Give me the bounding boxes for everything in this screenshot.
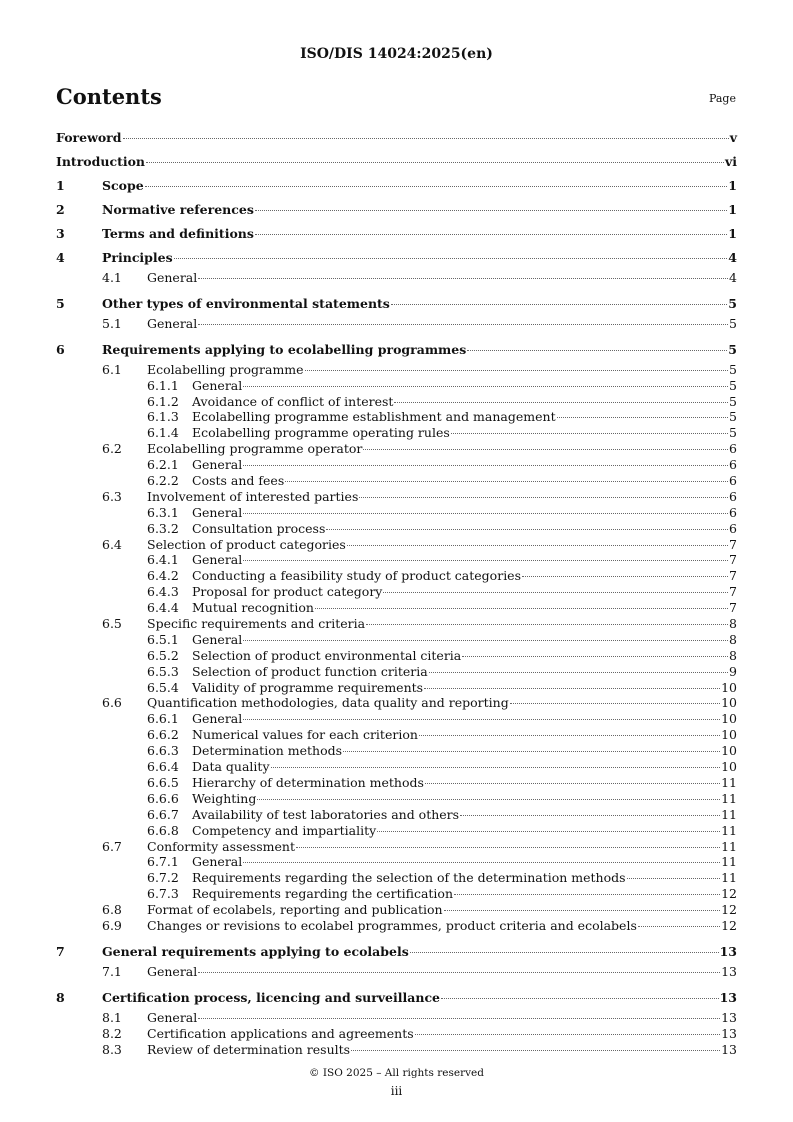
toc-entry-title: Requirements regarding the selection of the determination methods bbox=[192, 870, 626, 886]
toc-entry[interactable] bbox=[56, 616, 737, 632]
toc-entry-number: 6.3.1 bbox=[147, 504, 179, 520]
toc-entry-title: Normative references bbox=[102, 202, 254, 217]
toc-entry-number: 6.5.4 bbox=[147, 679, 179, 695]
toc-entry-title: Costs and fees bbox=[192, 473, 285, 489]
toc-entry-title: General bbox=[192, 711, 243, 727]
toc-entry-title: Specific requirements and criteria bbox=[147, 616, 366, 632]
dot-leader bbox=[243, 512, 728, 514]
dot-leader bbox=[460, 814, 720, 816]
toc-entry-page: 4 bbox=[728, 250, 737, 265]
dot-leader bbox=[243, 464, 728, 466]
toc-entry[interactable] bbox=[56, 759, 737, 775]
dot-leader bbox=[467, 349, 727, 351]
dot-leader bbox=[425, 782, 720, 784]
toc-entry[interactable] bbox=[56, 316, 737, 332]
toc-entry[interactable] bbox=[56, 940, 737, 964]
toc-entry-title: Selection of product environmental citeria bbox=[192, 647, 462, 663]
toc-entry[interactable] bbox=[56, 338, 737, 362]
toc-entry[interactable] bbox=[56, 505, 737, 521]
dot-leader bbox=[454, 893, 720, 895]
dot-leader bbox=[243, 718, 720, 720]
toc-entry-page: 5 bbox=[729, 315, 737, 331]
toc-entry[interactable] bbox=[56, 918, 737, 934]
toc-entry-number: 6.4.1 bbox=[147, 552, 179, 568]
toc-entry-title: Avoidance of conflict of interest bbox=[192, 393, 394, 409]
toc-entry-number: 6.4 bbox=[102, 536, 122, 552]
document-id-header: ISO/DIS 14024:2025(en) bbox=[300, 46, 493, 62]
toc-entry-page: 11 bbox=[721, 822, 737, 838]
toc-entry-number: 6.7.1 bbox=[147, 854, 179, 870]
dot-leader bbox=[638, 925, 720, 927]
toc-entry-number: 6.7 bbox=[102, 838, 122, 854]
toc-entry-title: Review of determination results bbox=[147, 1041, 351, 1057]
toc-entry-title: Certification process, licencing and surveillance bbox=[102, 989, 441, 1005]
dot-leader bbox=[347, 544, 728, 546]
toc-entry-page: 1 bbox=[728, 226, 737, 241]
toc-entry-number: 6.6.7 bbox=[147, 806, 179, 822]
toc-entry-title: General bbox=[192, 377, 243, 393]
dot-leader bbox=[343, 750, 720, 752]
toc-entry[interactable] bbox=[56, 521, 737, 537]
dot-leader bbox=[363, 448, 728, 450]
toc-entry-title: Certification applications and agreements bbox=[147, 1025, 414, 1041]
toc-entry-title: Validity of programme requirements bbox=[192, 679, 424, 695]
toc-entry-title: Terms and definitions bbox=[102, 226, 254, 241]
dot-leader bbox=[441, 997, 719, 999]
toc-entry-number: 6.1.4 bbox=[147, 425, 179, 441]
dot-leader bbox=[243, 861, 720, 863]
toc-entry-page: 8 bbox=[729, 631, 737, 647]
toc-entry[interactable] bbox=[56, 1010, 737, 1026]
toc-entry-number: 6.1.3 bbox=[147, 409, 179, 425]
toc-entry-title: General bbox=[147, 315, 198, 331]
toc-entry-number: 6.6.2 bbox=[147, 727, 179, 743]
toc-entry[interactable] bbox=[56, 489, 737, 505]
toc-entry-number: 4 bbox=[56, 250, 65, 265]
toc-entry[interactable] bbox=[56, 409, 737, 425]
dot-leader bbox=[391, 303, 727, 305]
dot-leader bbox=[627, 877, 721, 879]
page-column-label: Page bbox=[708, 92, 736, 105]
dot-leader bbox=[377, 830, 720, 832]
toc-entry[interactable] bbox=[56, 791, 737, 807]
toc-entry-number: 6.6 bbox=[102, 695, 122, 711]
toc-entry[interactable] bbox=[56, 854, 737, 870]
toc-entry-page: 7 bbox=[729, 552, 737, 568]
toc-entry-number: 7.1 bbox=[102, 963, 122, 979]
toc-entry-page: 10 bbox=[721, 711, 737, 727]
toc-entry-title: Mutual recognition bbox=[192, 600, 314, 616]
toc-entry-title: Other types of environmental statements bbox=[102, 295, 390, 311]
toc-entry-number: 5.1 bbox=[102, 315, 122, 331]
dot-leader bbox=[366, 623, 728, 625]
toc-entry-page: 7 bbox=[729, 568, 737, 584]
toc-entry-page: 5 bbox=[729, 425, 737, 441]
toc-entry-page: 11 bbox=[721, 838, 737, 854]
toc-entry-page: 9 bbox=[729, 663, 737, 679]
toc-entry-number: 6.4.2 bbox=[147, 568, 179, 584]
toc-entry[interactable] bbox=[56, 902, 737, 918]
toc-entry-page: 10 bbox=[721, 759, 737, 775]
toc-entry[interactable] bbox=[56, 823, 737, 839]
toc-entry-title: Ecolabelling programme bbox=[147, 361, 304, 377]
toc-entry-number: 6.5.1 bbox=[147, 631, 179, 647]
dot-leader bbox=[462, 655, 728, 657]
toc-entry[interactable] bbox=[56, 839, 737, 855]
toc-entry[interactable] bbox=[56, 743, 737, 759]
table-of-contents bbox=[56, 128, 737, 1057]
dot-leader bbox=[145, 185, 728, 187]
toc-entry-number: 3 bbox=[56, 226, 65, 241]
dot-leader bbox=[243, 385, 728, 387]
toc-entry-page: 5 bbox=[729, 377, 737, 393]
toc-entry-title: Format of ecolabels, reporting and publication bbox=[147, 902, 443, 918]
toc-entry-number: 8.2 bbox=[102, 1025, 122, 1041]
toc-entry-page: 8 bbox=[729, 647, 737, 663]
toc-entry-page: 4 bbox=[729, 270, 737, 285]
toc-entry-number: 6.9 bbox=[102, 917, 122, 933]
toc-entry-page: 6 bbox=[729, 441, 737, 457]
dot-leader bbox=[255, 233, 727, 235]
toc-entry[interactable] bbox=[56, 270, 737, 286]
toc-entry-page: 6 bbox=[729, 520, 737, 536]
toc-entry-title: Proposal for product category bbox=[192, 584, 383, 600]
toc-entry-title: Selection of product function criteria bbox=[192, 663, 428, 679]
toc-entry-number: 7 bbox=[56, 943, 65, 959]
toc-entry[interactable] bbox=[56, 473, 737, 489]
toc-entry-page: 13 bbox=[719, 989, 737, 1005]
toc-entry-number: 6.3 bbox=[102, 488, 122, 504]
toc-entry-page: 5 bbox=[729, 409, 737, 425]
toc-entry[interactable] bbox=[56, 246, 737, 270]
toc-entry-title: General bbox=[192, 631, 243, 647]
toc-entry-number: 6.6.3 bbox=[147, 743, 179, 759]
toc-entry[interactable] bbox=[56, 680, 737, 696]
toc-entry-page: 11 bbox=[721, 854, 737, 870]
dot-leader bbox=[444, 909, 721, 911]
toc-entry-page: 1 bbox=[728, 178, 737, 193]
toc-entry[interactable] bbox=[56, 150, 737, 174]
toc-entry-number: 6.6.8 bbox=[147, 822, 179, 838]
toc-entry[interactable] bbox=[56, 1026, 737, 1042]
toc-entry-title: General requirements applying to ecolabels bbox=[102, 943, 409, 959]
dot-leader bbox=[174, 257, 728, 259]
dot-leader bbox=[451, 432, 728, 434]
toc-entry-number: 6.6.1 bbox=[147, 711, 179, 727]
toc-entry-title: Conformity assessment bbox=[147, 838, 296, 854]
toc-entry-page: 1 bbox=[728, 202, 737, 217]
toc-entry-page: 12 bbox=[721, 886, 737, 902]
dot-leader bbox=[271, 766, 721, 768]
toc-entry-title: Changes or revisions to ecolabel programmes, product criteria and ecolabels bbox=[147, 917, 637, 933]
toc-entry-number: 8.1 bbox=[102, 1009, 122, 1025]
toc-entry-number: 6.6.4 bbox=[147, 759, 179, 775]
toc-entry-page: 10 bbox=[721, 695, 737, 711]
toc-entry-number: 6.2.2 bbox=[147, 473, 179, 489]
toc-entry-number: 6.7.2 bbox=[147, 870, 179, 886]
toc-entry-title: Consultation process bbox=[192, 520, 326, 536]
toc-entry-page: 5 bbox=[729, 361, 737, 377]
toc-entry-page: 11 bbox=[721, 774, 737, 790]
toc-entry-page: 11 bbox=[721, 870, 737, 886]
dot-leader bbox=[315, 607, 728, 609]
toc-entry-title: Selection of product categories bbox=[147, 536, 346, 552]
toc-entry-number: 6.5 bbox=[102, 616, 122, 632]
toc-entry-title: Involvement of interested parties bbox=[147, 488, 359, 504]
dot-leader bbox=[424, 687, 720, 689]
dot-leader bbox=[326, 528, 728, 530]
dot-leader bbox=[351, 1049, 720, 1051]
toc-entry[interactable] bbox=[56, 222, 737, 246]
toc-entry[interactable] bbox=[56, 648, 737, 664]
toc-entry-page: 13 bbox=[721, 1025, 737, 1041]
toc-entry-number: 6.5.3 bbox=[147, 663, 179, 679]
dot-leader bbox=[419, 734, 720, 736]
toc-entry[interactable] bbox=[56, 441, 737, 457]
toc-entry[interactable] bbox=[56, 568, 737, 584]
dot-leader bbox=[257, 798, 720, 800]
toc-entry[interactable] bbox=[56, 174, 737, 198]
toc-entry-number: 8 bbox=[56, 989, 65, 1005]
toc-entry-page: 13 bbox=[721, 963, 737, 979]
toc-entry-number: 6 bbox=[56, 341, 65, 357]
toc-entry-title: General bbox=[147, 270, 198, 285]
toc-entry-number: 1 bbox=[56, 178, 65, 193]
toc-entry-number: 6.4.3 bbox=[147, 584, 179, 600]
toc-entry-page: 13 bbox=[719, 943, 737, 959]
toc-entry-page: 13 bbox=[721, 1041, 737, 1057]
toc-entry[interactable] bbox=[56, 198, 737, 222]
toc-entry-title: Quantification methodologies, data quality and reporting bbox=[147, 695, 509, 711]
dot-leader bbox=[429, 671, 728, 673]
dot-leader bbox=[383, 591, 728, 593]
toc-entry-title: General bbox=[192, 854, 243, 870]
toc-entry-number: 6.1 bbox=[102, 361, 122, 377]
toc-entry-number: 4.1 bbox=[102, 270, 122, 285]
toc-entry-page: 6 bbox=[729, 504, 737, 520]
toc-entry[interactable] bbox=[56, 711, 737, 727]
toc-entry[interactable] bbox=[56, 128, 737, 150]
dot-leader bbox=[123, 137, 729, 139]
dot-leader bbox=[198, 277, 728, 279]
toc-entry-number: 2 bbox=[56, 202, 65, 217]
toc-entry-page: 7 bbox=[729, 584, 737, 600]
toc-entry-title: Hierarchy of determination methods bbox=[192, 774, 424, 790]
dot-leader bbox=[255, 209, 727, 211]
toc-entry[interactable] bbox=[56, 1042, 737, 1058]
toc-entry-page: vi bbox=[724, 154, 737, 169]
dot-leader bbox=[198, 971, 720, 973]
toc-entry-title: Weighting bbox=[192, 790, 257, 806]
toc-entry-title: General bbox=[147, 1009, 198, 1025]
toc-entry-title: Ecolabelling programme operator bbox=[147, 441, 363, 457]
toc-entry-number: 5 bbox=[56, 295, 65, 311]
toc-entry-page: 7 bbox=[729, 536, 737, 552]
toc-entry-title: General bbox=[192, 504, 243, 520]
toc-entry-title: General bbox=[147, 963, 198, 979]
toc-entry[interactable] bbox=[56, 537, 737, 553]
toc-entry-page: 10 bbox=[721, 727, 737, 743]
toc-entry-page: 8 bbox=[729, 616, 737, 632]
dot-leader bbox=[243, 559, 728, 561]
toc-entry[interactable] bbox=[56, 425, 737, 441]
dot-leader bbox=[146, 161, 724, 163]
toc-entry[interactable] bbox=[56, 664, 737, 680]
toc-entry[interactable] bbox=[56, 584, 737, 600]
toc-entry-title: Scope bbox=[102, 178, 144, 193]
toc-entry[interactable] bbox=[56, 870, 737, 886]
dot-leader bbox=[415, 1033, 720, 1035]
dot-leader bbox=[285, 480, 728, 482]
toc-entry[interactable] bbox=[56, 632, 737, 648]
toc-entry-number: 6.7.3 bbox=[147, 886, 179, 902]
toc-entry-title: Conducting a feasibility study of product categories bbox=[192, 568, 521, 584]
page-title: Contents bbox=[56, 84, 162, 109]
dot-leader bbox=[198, 1017, 720, 1019]
dot-leader bbox=[305, 369, 728, 371]
toc-entry-title: Availability of test laboratories and others bbox=[192, 806, 460, 822]
toc-entry[interactable] bbox=[56, 362, 737, 378]
toc-entry-number: 6.2.1 bbox=[147, 457, 179, 473]
toc-entry-number: 6.5.2 bbox=[147, 647, 179, 663]
toc-entry[interactable] bbox=[56, 807, 737, 823]
toc-entry-title: Numerical values for each criterion bbox=[192, 727, 418, 743]
toc-entry[interactable] bbox=[56, 394, 737, 410]
toc-entry-page: 10 bbox=[721, 743, 737, 759]
toc-entry-title: General bbox=[192, 457, 243, 473]
toc-entry-page: 6 bbox=[729, 488, 737, 504]
toc-entry-page: 7 bbox=[729, 600, 737, 616]
toc-entry-page: 6 bbox=[729, 473, 737, 489]
toc-entry-page: 5 bbox=[728, 295, 737, 311]
toc-entry-number: 6.2 bbox=[102, 441, 122, 457]
toc-entry-page: 6 bbox=[729, 457, 737, 473]
dot-leader bbox=[410, 951, 719, 953]
toc-entry-page: 10 bbox=[721, 679, 737, 695]
toc-entry-number: 6.3.2 bbox=[147, 520, 179, 536]
toc-entry-number: 6.1.1 bbox=[147, 377, 179, 393]
toc-entry[interactable] bbox=[56, 964, 737, 980]
toc-entry-page: 5 bbox=[729, 393, 737, 409]
toc-entry-title: Ecolabelling programme operating rules bbox=[192, 425, 450, 441]
toc-entry[interactable] bbox=[56, 775, 737, 791]
toc-entry-page: 5 bbox=[728, 341, 737, 357]
toc-entry[interactable] bbox=[56, 886, 737, 902]
toc-entry[interactable] bbox=[56, 378, 737, 394]
toc-entry-page: 12 bbox=[721, 902, 737, 918]
toc-entry-number: 6.8 bbox=[102, 902, 122, 918]
toc-entry-number: 8.3 bbox=[102, 1041, 122, 1057]
toc-entry-title: Competency and impartiality bbox=[192, 822, 377, 838]
dot-leader bbox=[359, 496, 728, 498]
toc-entry[interactable] bbox=[56, 552, 737, 568]
toc-entry[interactable] bbox=[56, 986, 737, 1010]
dot-leader bbox=[198, 323, 728, 325]
toc-entry-number: 6.6.6 bbox=[147, 790, 179, 806]
toc-entry-page: 12 bbox=[721, 917, 737, 933]
toc-entry-number: 6.1.2 bbox=[147, 393, 179, 409]
dot-leader bbox=[510, 702, 720, 704]
toc-entry-page: 11 bbox=[721, 806, 737, 822]
toc-entry-title: Determination methods bbox=[192, 743, 343, 759]
dot-leader bbox=[522, 575, 728, 577]
toc-entry-title: Principles bbox=[102, 250, 173, 265]
toc-entry-number: 6.4.4 bbox=[147, 600, 179, 616]
toc-entry-title: General bbox=[192, 552, 243, 568]
toc-entry-page: 11 bbox=[721, 790, 737, 806]
dot-leader bbox=[243, 639, 728, 641]
toc-entry-number: 6.6.5 bbox=[147, 774, 179, 790]
dot-leader bbox=[557, 416, 728, 418]
page-number: iii bbox=[390, 1084, 403, 1098]
copyright-footer: © ISO 2025 – All rights reserved bbox=[309, 1067, 484, 1079]
toc-entry-title: Requirements regarding the certification bbox=[192, 886, 453, 902]
dot-leader bbox=[296, 846, 720, 848]
toc-entry[interactable] bbox=[56, 457, 737, 473]
toc-entry-title: Requirements applying to ecolabelling programmes bbox=[102, 341, 467, 357]
toc-entry-title: Introduction bbox=[56, 154, 146, 169]
toc-entry[interactable] bbox=[56, 600, 737, 616]
toc-entry-title: Ecolabelling programme establishment and management bbox=[192, 409, 556, 425]
toc-entry-title: Foreword bbox=[56, 130, 122, 145]
dot-leader bbox=[394, 401, 728, 403]
toc-entry[interactable] bbox=[56, 292, 737, 316]
toc-entry-title: Data quality bbox=[192, 759, 270, 775]
toc-entry-page: v bbox=[729, 130, 737, 145]
toc-entry[interactable] bbox=[56, 727, 737, 743]
toc-entry-page: 13 bbox=[721, 1009, 737, 1025]
toc-entry[interactable] bbox=[56, 695, 737, 711]
